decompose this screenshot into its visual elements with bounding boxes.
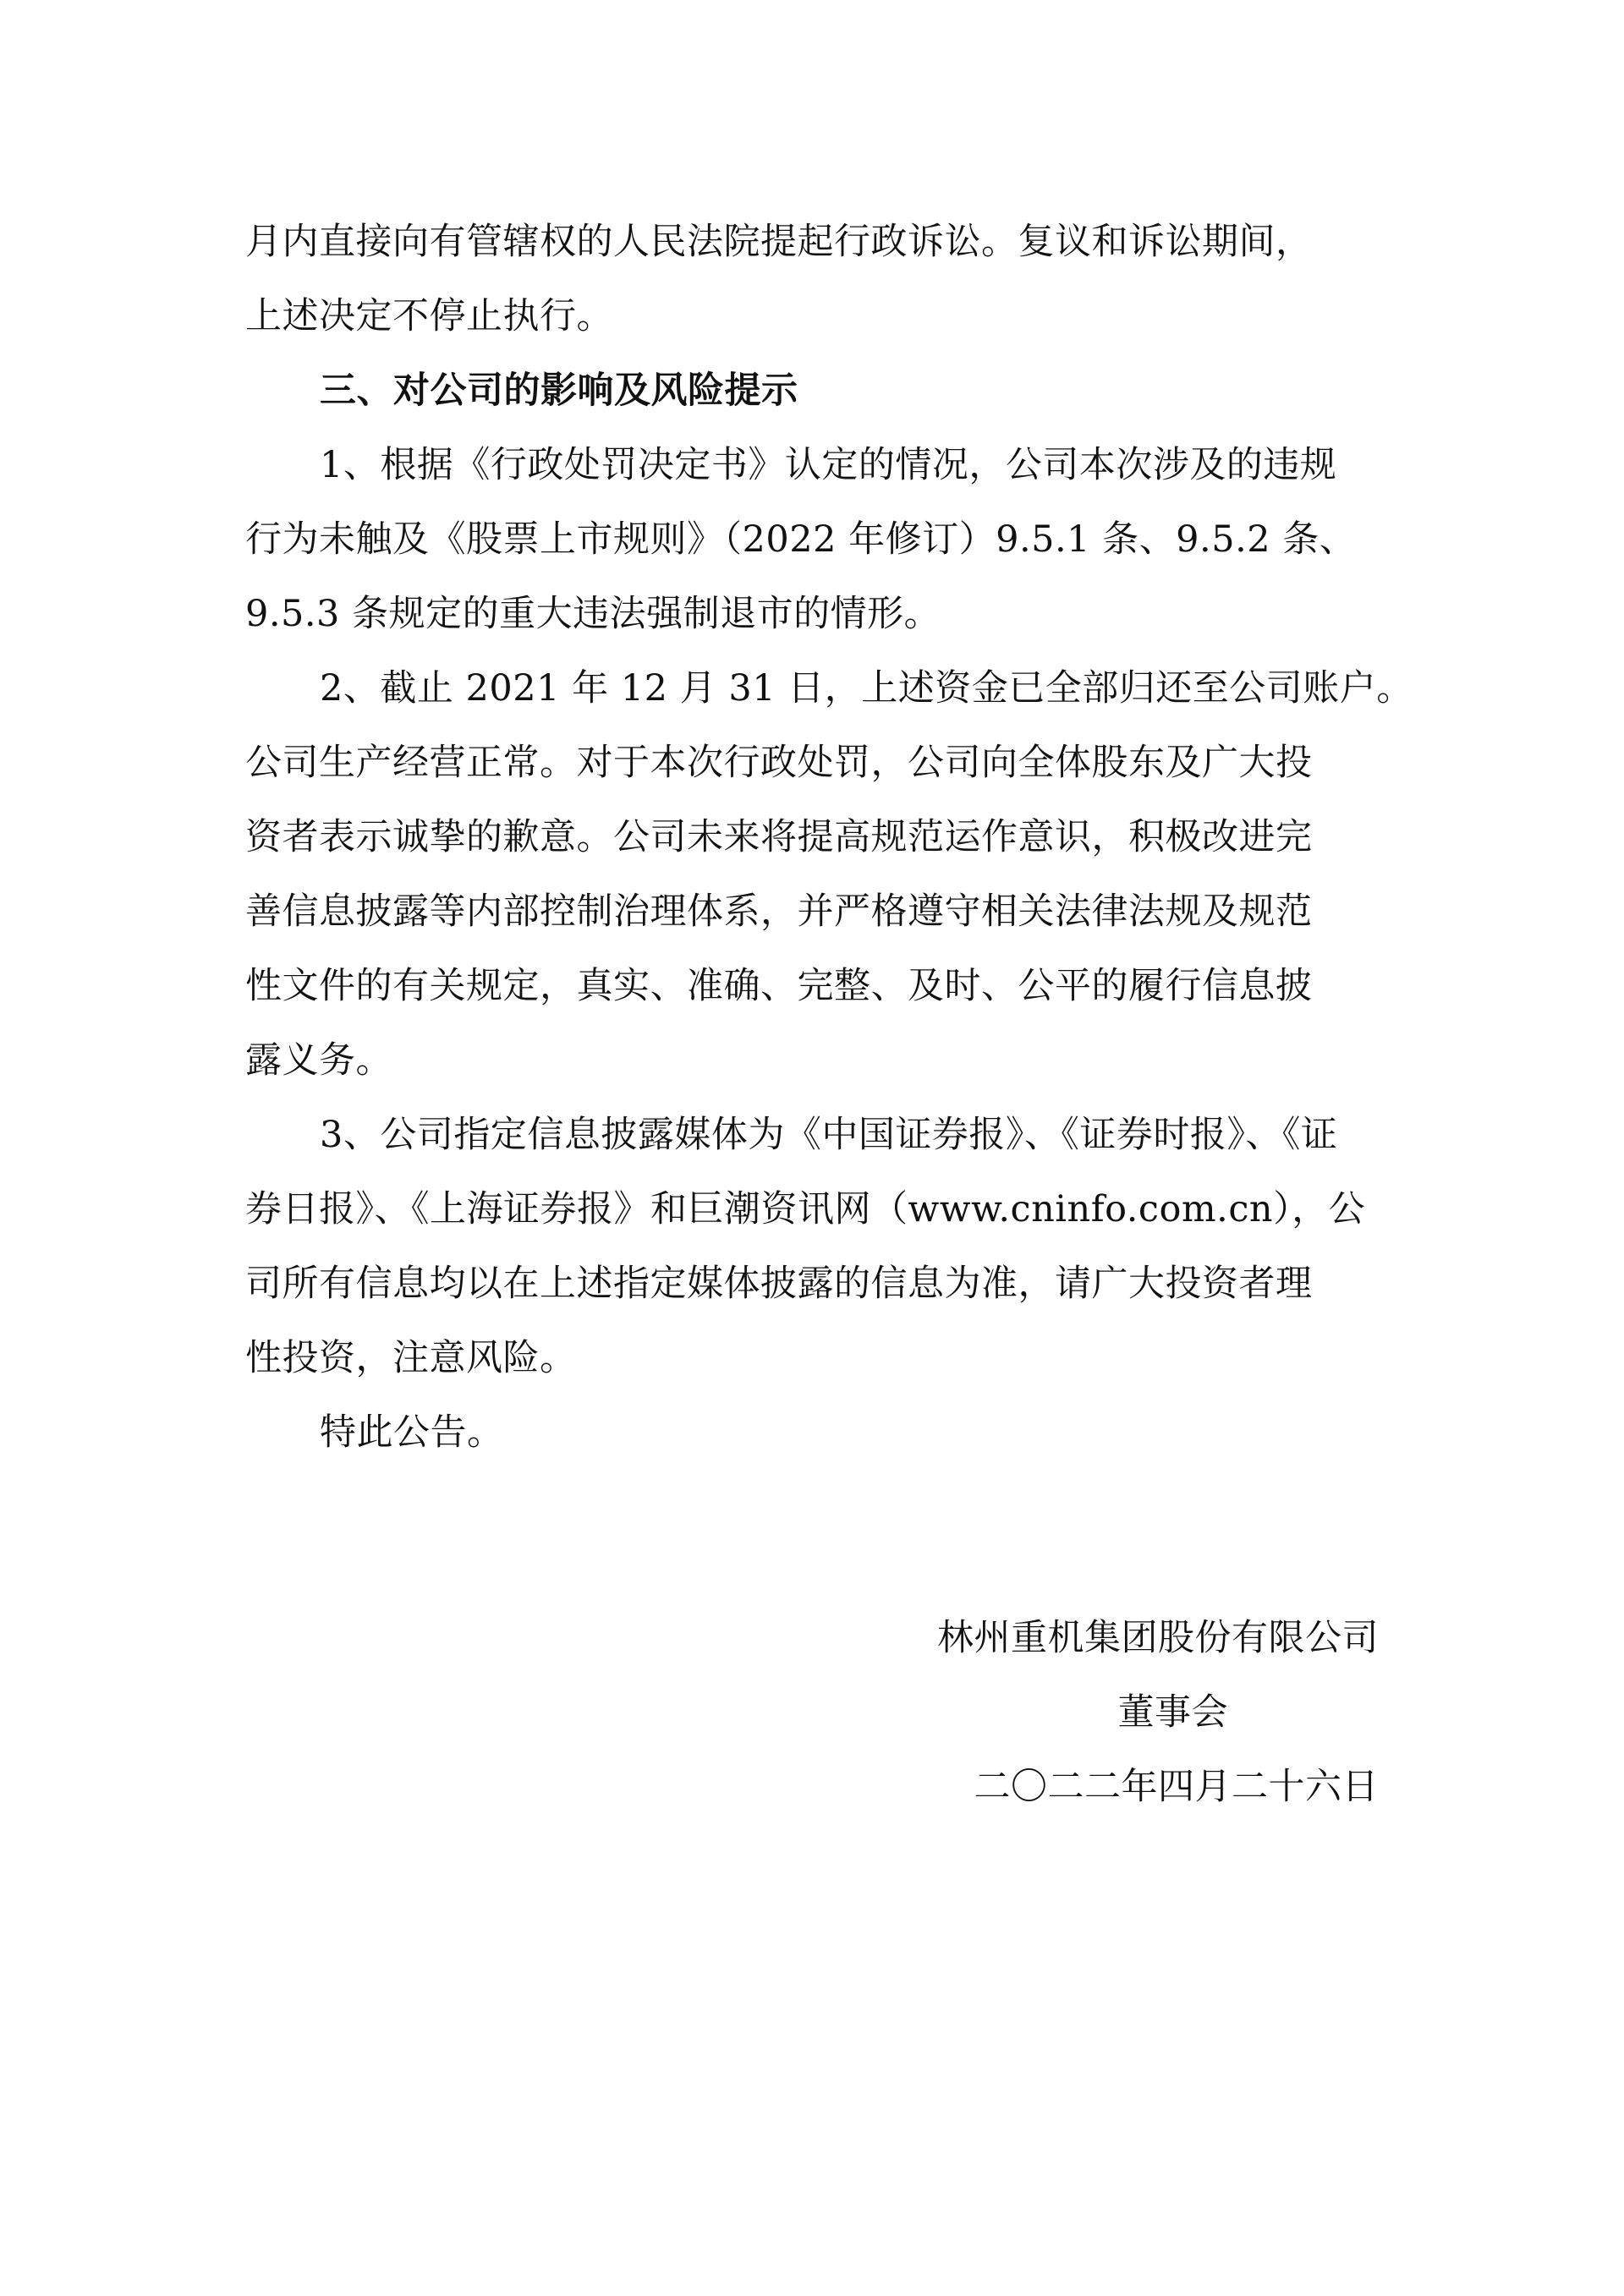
signature-block (787, 1601, 1379, 1824)
text-line: 性投资，注意风险。 (245, 1337, 577, 1379)
text-line: 露义务。 (245, 1039, 392, 1082)
signature-board: 董事会 (1117, 1691, 1228, 1734)
text-line: 上述决定不停止执行。 (245, 295, 613, 337)
text-line: 性文件的有关规定，真实、准确、完整、及时、公平的履行信息披 (245, 965, 1313, 1007)
signature-date: 二〇二二年四月二十六日 (974, 1766, 1379, 1808)
text-line: 1、根据《行政处罚决定书》认定的情况，公司本次涉及的违规 (320, 444, 1337, 486)
text-line: 券日报》、《上海证券报》和巨潮资讯网（www.cninfo.com.cn），公 (245, 1188, 1366, 1230)
text-line: 行为未触及《股票上市规则》（2022 年修订）9.5.1 条、9.5.2 条、 (245, 518, 1357, 561)
text-line: 公司生产经营正常。对于本次行政处罚，公司向全体股东及广大投 (245, 742, 1313, 784)
signature-company: 林州重机集团股份有限公司 (937, 1617, 1379, 1659)
item-1-paragraph (245, 428, 1396, 651)
item-3-paragraph (245, 1098, 1396, 1395)
text-line: 2、截止 2021 年 12 月 31 日，上述资金已全部归还至公司账户。 (320, 667, 1413, 710)
text-line: 资者表示诚挚的歉意。公司未来将提高规范运作意识，积极改进完 (245, 816, 1313, 858)
text-line: 3、公司指定信息披露媒体为《中国证券报》、《证券时报》、《证 (320, 1114, 1338, 1156)
text-line: 月内直接向有管辖权的人民法院提起行政诉讼。复议和诉讼期间， (245, 221, 1313, 263)
text-line: 善信息披露等内部控制治理体系，并严格遵守相关法律法规及规范 (245, 890, 1313, 933)
document-body (245, 205, 1413, 1470)
text-line: 司所有信息均以在上述指定媒体披露的信息为准，请广大投资者理 (245, 1263, 1313, 1305)
continuation-paragraph (245, 205, 1396, 353)
text-line: 9.5.3 条规定的重大违法强制退市的情形。 (245, 593, 941, 635)
section-heading: 三、对公司的影响及风险提示 (320, 370, 798, 412)
item-2-paragraph (245, 651, 1413, 1098)
closing-statement: 特此公告。 (320, 1411, 504, 1454)
